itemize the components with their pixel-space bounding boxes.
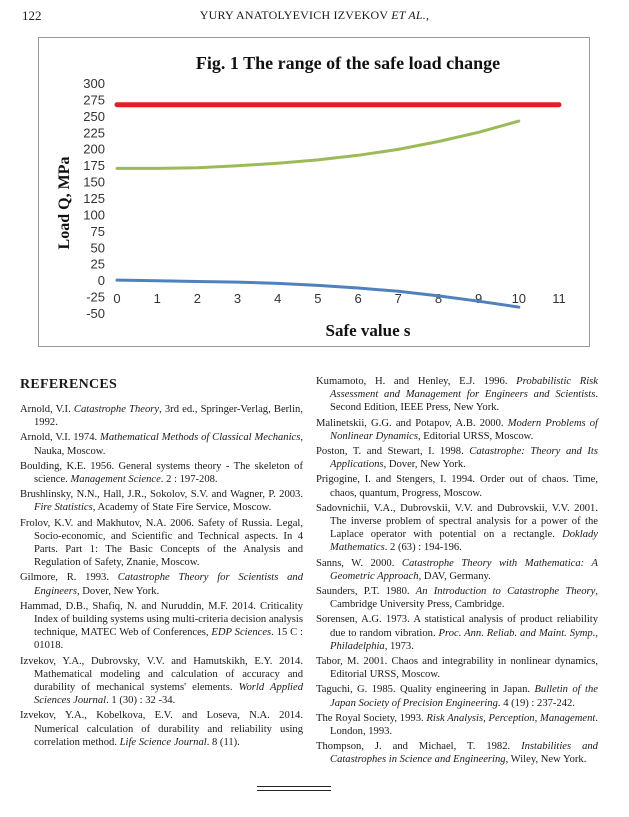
x-tick-label: 8 (434, 291, 443, 307)
x-tick-label: 9 (475, 291, 483, 307)
reference-item: Poston, T. and Stewart, I. 1998. Catastrophe: Theory and Its Applications, Dover, New York. (316, 446, 598, 471)
y-tick-label: -50 (86, 306, 105, 321)
y-tick-label: 50 (90, 240, 105, 256)
reference-item: Sadovnichii, V.A., Dubrovskii, V.V. and Dubrovskii, V.V. 2001. The inverse problem of spectral analysis for a power of the Laplace operator with potential on a rectangle. Doklady Mathematics. 2 (63) : 194-196. (316, 502, 598, 554)
x-tick-label: 5 (314, 291, 322, 307)
y-tick-label: 300 (83, 76, 105, 91)
y-axis-label: Load Q, MPa (56, 156, 73, 250)
x-tick-label: 4 (274, 291, 282, 307)
reference-item: Brushlinsky, N.N., Hall, J.R., Sokolov, S.V. and Wagner, P. 2003. Fire Statistics, Academy of State Fire Service, Moscow. (20, 489, 303, 514)
reference-item: Gilmore, R. 1993. Catastrophe Theory for Scientists and Engineers, Dover, New York. (20, 572, 304, 597)
reference-item: The Royal Society, 1993. Risk Analysis, Perception, Management. London, 1993. (316, 712, 598, 738)
x-tick-label: 6 (354, 291, 362, 307)
reference-item: Thompson, J. and Michael, T. 1982. Instabilities and Catastrophes in Science and Engineering, Wiley, New York. (316, 741, 598, 766)
y-tick-label: 100 (83, 207, 105, 223)
running-header-etal: ET AL., (391, 8, 430, 22)
reference-item: Prigogine, I. and Stengers, I. 1994. Order out of chaos. Time, chaos, quantum, Progress, Moscow. (316, 474, 598, 499)
references-heading: REFERENCES (20, 377, 118, 392)
series-line (117, 121, 519, 168)
reference-item: Kumamoto, H. and Henley, E.J. 1996. Probabilistic Risk Assessment and Management for Engineers and Scientists. Second Edition, IEEE Press, New York. (316, 376, 598, 414)
reference-item: Frolov, K.V. and Makhutov, N.A. 2006. Safety of Russia. Legal, Socio-economic, and Scientific and Technical aspects. In 4 Parts. Part 1: The Basic Concepts of the Analysis and Regulation of Safety, Znanie, Moscow. (20, 517, 303, 569)
reference-item: Izvekov, Y.A., Dubrovsky, V.V. and Hamutskikh, E.Y. 2014. Mathematical modeling and calculation of accuracy and durability of mechanical systems' elements. World Applied Sciences Journal. 1 (30) : 32 -34. (20, 655, 303, 707)
page-number: 122 (22, 8, 42, 23)
y-tick-label: 125 (83, 191, 105, 206)
y-tick-label: 175 (83, 158, 105, 174)
x-tick-label: 2 (193, 291, 201, 307)
reference-item: Arnold, V.I. Catastrophe Theory, 3rd ed., Springer-Verlag, Berlin, 1992. (20, 404, 304, 429)
reference-item: Malinetskii, G.G. and Potapov, A.B. 2000. Modern Problems of Nonlinear Dynamics, Editorial URSS, Moscow. (316, 417, 598, 442)
reference-item: Saunders, P.T. 1980. An Introduction to Catastrophe Theory, Cambridge University Press, Cambridge. (316, 586, 598, 611)
x-tick-label: 1 (153, 291, 161, 307)
reference-item: Taguchi, G. 1985. Quality engineering in Japan. Bulletin of the Japan Society of Precision Engineering. 4 (19) : 237-242. (316, 684, 598, 709)
y-tick-label: -25 (86, 289, 105, 305)
y-tick-label: 0 (97, 273, 105, 289)
reference-item: Tabor, M. 2001. Chaos and integrability in nonlinear dynamics, Editorial URSS, Moscow. (316, 656, 598, 681)
reference-item: Sanns, W. 2000. Catastrophe Theory with Mathematica: A Geometric Approach, DAV, Germany. (316, 557, 598, 582)
x-tick-label: 10 (511, 291, 527, 307)
reference-item: Sorensen, A.G. 1973. A statistical analysis of product reliability due to random vibration. Proc. Ann. Reliab. and Maint. Symp., Philadelphia, 1973. (316, 614, 598, 652)
x-axis-label: Safe value s (325, 321, 411, 340)
y-tick-label: 25 (90, 256, 105, 272)
references-left-column (20, 403, 303, 749)
load-chart (39, 38, 589, 346)
y-tick-label: 250 (83, 108, 105, 124)
figure-1 (38, 37, 590, 347)
x-tick-label: 3 (233, 291, 242, 307)
running-header (0, 8, 629, 23)
chart-title: Fig. 1 The range of the safe load change (195, 53, 501, 73)
end-rule (257, 786, 331, 787)
running-header-authors: YURY ANATOLYEVICH IZVEKOV (199, 8, 389, 22)
references-right-column (316, 375, 598, 767)
x-tick-label: 0 (113, 291, 121, 307)
end-rule-lower (257, 790, 331, 791)
y-tick-label: 200 (83, 141, 105, 157)
y-tick-label: 225 (83, 125, 105, 141)
x-tick-label: 11 (552, 291, 566, 307)
reference-item: Boulding, K.E. 1956. General systems theory - The skeleton of science. Management Science. 2 : 197-208. (20, 460, 303, 486)
y-tick-label: 75 (90, 223, 105, 239)
y-tick-label: 150 (83, 174, 105, 190)
x-tick-label: 7 (394, 291, 402, 307)
reference-item: Hammad, D.B., Shafiq, N. and Nuruddin, M.F. 2014. Criticality Index of building systems using multi-criteria decision analysis technique, MATEC Web of Conferences, EDP Sciences. 15 C : 01018. (20, 600, 303, 652)
reference-item: Arnold, V.I. 1974. Mathematical Methods of Classical Mechanics, Nauka, Moscow. (20, 432, 304, 457)
reference-item: Izvekov, Y.A., Kobelkova, E.V. and Loseva, N.A. 2014. Numerical calculation of durability and reliability using correlation method. Life Science Journal. 8 (11). (20, 710, 303, 748)
y-tick-label: 275 (83, 92, 105, 108)
